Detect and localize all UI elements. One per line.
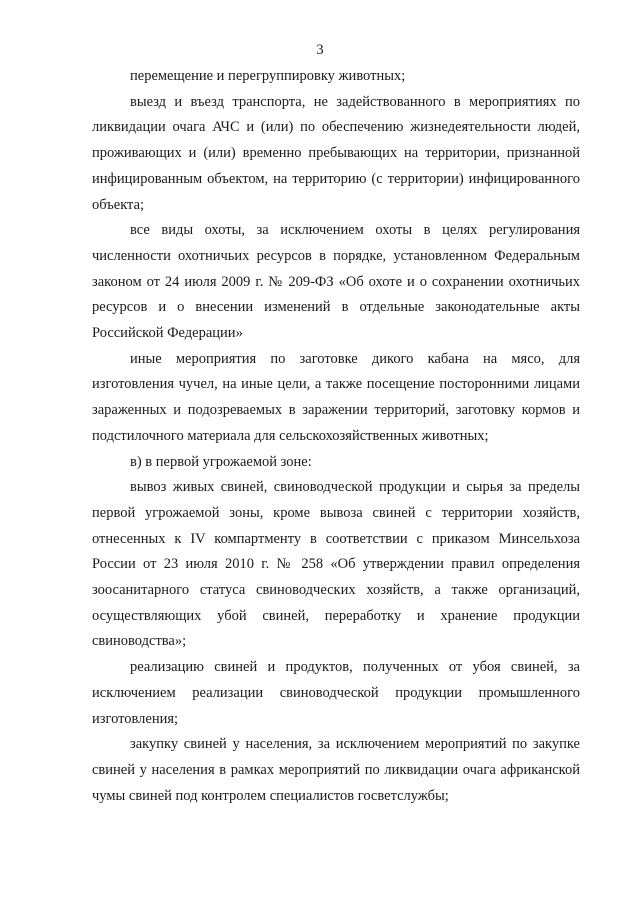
paragraph-first-threatened-zone-heading: в) в первой угрожаемой зоне: [130, 453, 312, 470]
paragraph-transport-entry-exit: выезд и въезд транспорта, не задействованного в мероприятиях по ликвидации очага АЧС и (или) по обеспечению жизнедеятельности людей, проживающих и (или) временно пребывающих на территории, признанной инфицированным объектом, на территорию (с территории) инфицированного объекта; [92, 93, 580, 213]
page-number: 3 [316, 42, 324, 58]
paragraph-animal-movement: перемещение и перегруппировку животных; [130, 68, 406, 84]
paragraph-purchase-of-pigs: закупку свиней у населения, за исключением мероприятий по закупке свиней у населения в рамках мероприятий по ликвидации очага африканской чумы свиней под контролем специалистов госветслужбы; [92, 736, 580, 804]
paragraph-wild-boar-harvesting: иные мероприятия по заготовке дикого кабана на мясо, для изготовления чучел, на иные цели, а также посещение посторонними лицами зараженных и подозреваемых в заражении территорий, заготовку кормов и подстилочного материала для сельскохозяйственных животных; [92, 350, 580, 444]
paragraph-hunting: все виды охоты, за исключением охоты в целях регулирования численности охотничьих ресурсов в порядке, установленном Федеральным законом от 24 июля 2009 г. № 209-ФЗ «Об охоте и о сохранении охотничьих ресурсов и о внесении изменений в отдельные законодательные акты Российской Федерации» [92, 222, 580, 342]
document-body [92, 64, 580, 809]
paragraph-sale-of-pigs: реализацию свиней и продуктов, полученных от убоя свиней, за исключением реализации свиноводческой продукции промышленного изготовления; [92, 659, 580, 727]
paragraph-export-of-pigs: вывоз живых свиней, свиноводческой продукции и сырья за пределы первой угрожаемой зоны, кроме вывоза свиней с территории хозяйств, отнесенных к IV компартменту в соответствии с приказом Минсельхоза России от 23 июля 2010 г. № 258 «Об утверждении правил определения зоосанитарного статуса свиноводческих хозяйств, а также организаций, осуществляющих убой свиней, переработку и хранение продукции свиноводства»; [92, 479, 580, 650]
